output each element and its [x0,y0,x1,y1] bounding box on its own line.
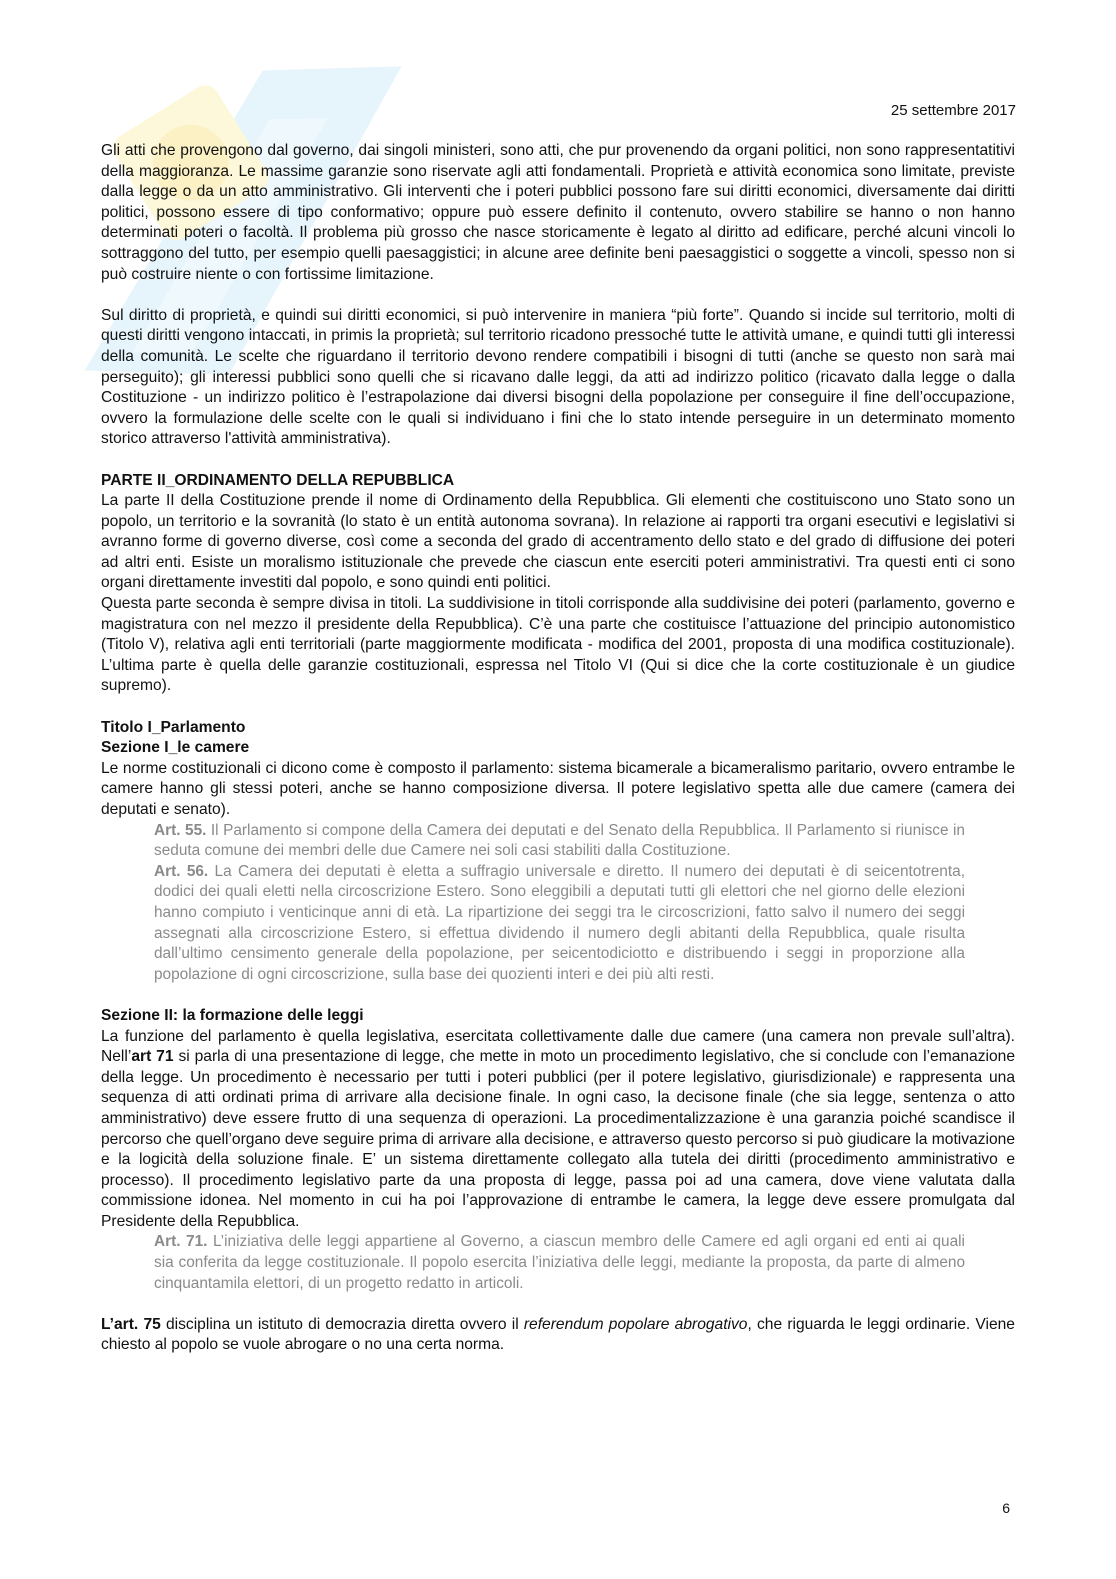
art-71-text: L’iniziativa delle leggi appartiene al Governo, a ciascun membro delle Camere ed agli organi ed enti ai quali sia conferita da legge costituzionale. Il popolo esercita l’iniziativa delle leggi, mediante la proposta, da parte di almeno cinquantamila elettori, di un progetto redatto in articoli. [154,1233,965,1292]
paragraph-ordinamento: La parte II della Costituzione prende il nome di Ordinamento della Repubblica. Gli elementi che costituiscono uno Stato sono un popolo, un territorio e la sovranità (lo stato è un entità autonoma sovrana). In relazione ai rapporti tra organi esecutivi e legislativi si avranno forme di governo diverse, così come a seconda del grado di accentramento dello stato e del grado di diffusione dei poteri ad altri enti. Esiste un moralismo istituzionale che prevede che ciascun ente eserciti poteri amministrativi. Tra questi enti ci sono organi direttamente investiti dal popolo, e sono quindi enti politici. [101,492,1015,592]
heading-sezione-leggi: Sezione II: la formazione delle leggi [101,1006,364,1024]
header-date: 25 settembre 2017 [890,102,1016,119]
paragraph-bicameralismo: Le norme costituzionali ci dicono come è composto il parlamento: sistema bicamerale a bicameralismo paritario, ovvero entrambe le camere hanno gli stessi poteri, anche se hanno composizione diversa. Il potere legislativo spetta alle due camere (camera dei deputati e senato). [101,759,1015,818]
p6-bold-art71: art 71 [131,1048,174,1066]
paragraph-atti-governo: Gli atti che provengono dal governo, dai singoli ministeri, sono atti, che pur provenendo da organi politici, non sono rappresentatitivi della maggioranza. Le massime garanzie sono riservate agli atti fondamentali. Proprietà e attività economica sono limitate, previste dalla legge o da un atto amministrativo. Gli interventi che i poteri pubblici possono fare sui diritti economici, diversamente dai diritti politici, possono essere di tipo conformativo; oppure può essere definito il contenuto, ovvero stabilire se hanno o non hanno determinati poteri o facoltà. Il problema più grosso che nasce storicamente è legato al diritto ad edificare, perché alcuni vincoli lo sottraggono del tutto, per esempio quelli paesaggistici; in alcune aree definite beni paesaggistici o soggette a vincoli, spesso non si può costruire niente o con fortissime limitazione. [101,142,1015,283]
paragraph-titoli: Questa parte seconda è sempre divisa in titoli. La suddivisione in titoli corrisponde alla suddivisine dei poteri (parlamento, governo e magistratura con nel mezzo il presidente della Repubblica). C’è una parte che costituisce l’attuazione del principio autonomistico (Titolo V), relativa agli enti territoriali (parte maggiormente modificata - modifica del 2001, proposta di una modifica costituzionale). L’ultima parte è quella delle garanzie costituzionali, espressa nel Titolo VI (Qui si dice che la corte costituzionale è un giudice supremo). [101,595,1015,695]
art-56-number: Art. 56. [154,862,209,880]
p6-text-b: si parla di una presentazione di legge, che mette in moto un procedimento legislativo, che si conclude con l’emanazione della legge. Un procedimento è necessario per tutti i poteri pubblici (per il potere legislativo, giurisdizionale) e rappresenta una sequenza di atti ordinati prima di arrivare alla decisione finale. In ogni caso, la decisone finale (che sia legge, sentenza o atto amministrativo) deve essere frutto di una sequenza di operazioni. La procedimentalizzazione è una garanzia poiché scandisce il percorso che quell’organo deve seguire prima di arrivare alla decisione, e attraverso questo percorso si può giudicare la motivazione e la logicità della soluzione finale. E’ un sistema direttamente collegato alla tutela dei diritti (procedimento amministrativo e processo). Il procedimento legislativo parte da una proposta di legge, passa poi ad una camera, dove viene valutata dalla commissione idonea. Nel momento in cui ha poi l’approvazione di entrambe le camera, la legge deve essere promulgata dal Presidente della Repubblica. [101,1048,1015,1230]
art-71-number: Art. 71. [154,1233,208,1251]
heading-parte-seconda: PARTE II_ORDINAMENTO DELLA REPUBBLICA [101,471,455,489]
art-55-number: Art. 55. [154,821,207,839]
paragraph-funzione-legislativa [101,1027,1015,1233]
quote-art-56 [154,862,965,986]
document-body [101,141,1015,1356]
page-number: 6 [1002,1500,1010,1516]
art-56-text: La Camera dei deputati è eletta a suffragio universale e diretto. Il numero dei deputati è di seicentotrenta, dodici dei quali eletti nella circoscrizione Estero. Sono eleggibili a deputati tutti gli elettori che nel giorno delle elezioni hanno compiuto i venticinque anni di età. La ripartizione dei seggi tra le circoscrizioni, fatto salvo il numero dei seggi assegnati alla circoscrizione Estero, si effettua dividendo il numero degli abitanti della Repubblica, quale risulta dall’ultimo censimento generale della popolazione, per seicentodiciotto e distribuendo i seggi in proporzione alla popolazione di ogni circoscrizione, sulla base dei quozienti interi e dei più alti resti. [154,862,965,983]
quote-art-55 [154,821,965,862]
paragraph-diritto-proprieta: Sul diritto di proprietà, e quindi sui diritti economici, si può intervenire in maniera “più forte”. Quando si incide sul territorio, molti di questi diritti vengono intaccati, in primis la proprietà; sul territorio ricadono pressoché tutte le attività umane, e quindi tutti gli interessi della comunità. Le scelte che riguardano il territorio devono rendere compatibili i bisogni di tutti (anche se questo non sarà mai perseguito); gli interessi pubblici sono quelli che si ricavano dalle leggi, da atti ad indirizzo politico (ricavato dalla legge o dalla Costituzione - un indirizzo politico è l’estrapolazione dai diversi bisogni della popolazione per conseguire il fine dell’occupazione, ovvero la formulazione delle scelte con le quali si individuano i fini che lo stato intende perseguire in un determinato momento storico attraverso l'attività amministrativa). [101,306,1015,448]
heading-sezione-camere: Sezione I_le camere [101,739,250,757]
p7-bold-art75: L’art. 75 [101,1315,161,1333]
p7-italic-referendum: referendum popolare abrogativo [523,1315,748,1333]
p6-text-a: La funzione del parlamento è quella legislativa, esercitata collettivamente dalle due camere (una camera non prevale sull’altra). Nell’ [101,1027,1015,1066]
quote-art-71 [154,1232,965,1294]
p7-text-a: disciplina un istituto di democrazia diretta ovvero il [160,1315,524,1333]
heading-titolo-parlamento: Titolo I_Parlamento [101,718,246,736]
art-55-text: Il Parlamento si compone della Camera dei deputati e del Senato della Repubblica. Il Parlamento si riunisce in seduta comune dei membri delle due Camere nei soli casi stabiliti dalla Costituzione. [154,821,965,860]
p7-text-b: , che riguarda le leggi ordinarie. Viene chiesto al popolo se vuole abrogare o no una certa norma. [101,1315,1015,1354]
paragraph-referendum [101,1315,1015,1356]
